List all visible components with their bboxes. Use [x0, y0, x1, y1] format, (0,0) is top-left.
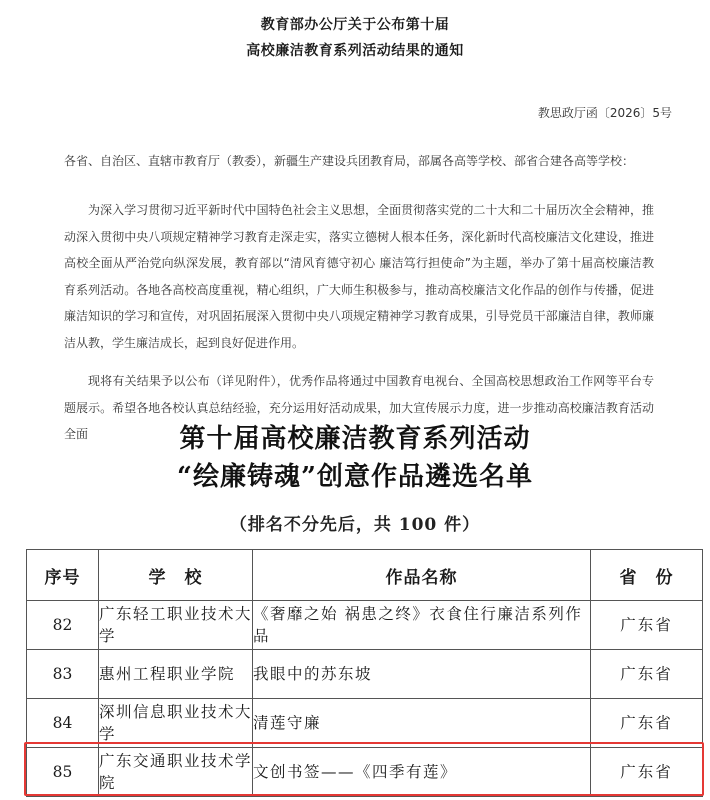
list-title-line1: 第十届高校廉洁教育系列活动: [179, 424, 531, 454]
award-table-container: [26, 549, 702, 797]
header-school: 学 校: [99, 550, 253, 601]
row-work-title: 清莲守廉: [253, 699, 591, 748]
row-province: 广东省: [591, 748, 703, 797]
row-province: 广东省: [591, 699, 703, 748]
notice-title-line1: 教育部办公厅关于公布第十届: [260, 17, 450, 33]
row-school: 广东交通职业技术学院: [99, 748, 253, 797]
row-number: 82: [27, 601, 99, 650]
row-school: 惠州工程职业学院: [99, 650, 253, 699]
header-province: 省 份: [591, 550, 703, 601]
header-number: 序号: [27, 550, 99, 601]
row-number: 85: [27, 748, 99, 797]
award-table: [26, 549, 703, 797]
document-number: 教思政厅函〔2026〕5号: [537, 106, 672, 120]
row-school: 深圳信息职业技术大学: [99, 699, 253, 748]
row-work-title: 文创书签——《四季有莲》: [253, 748, 591, 797]
table-row: [27, 650, 703, 699]
row-work-title: 《奢靡之始 祸患之终》衣食住行廉洁系列作品: [253, 601, 591, 650]
table-row: [27, 601, 703, 650]
header-work-title: 作品名称: [253, 550, 591, 601]
notice-paragraph-2: 现将有关结果予以公布（详见附件），优秀作品将通过中国教育电视台、全国高校思想政治工作网等平台专题展示。希望各地各校认真总结经验，充分运用好活动成果，加大宣传展示力度，进一步推动高校廉洁教育活动全面: [64, 374, 654, 441]
table-row-highlighted: [27, 748, 703, 797]
list-subtitle: （排名不分先后，共 100 件）: [229, 515, 481, 535]
row-number: 84: [27, 699, 99, 748]
table-row: [27, 699, 703, 748]
recipients-line: 各省、自治区、直辖市教育厅（教委），新疆生产建设兵团教育局，部属各高等学校、部省合建各高等学校：: [64, 154, 635, 168]
notice-title-line2: 高校廉洁教育系列活动结果的通知: [246, 43, 464, 59]
list-title-line2: “绘廉铸魂”创意作品遴选名单: [177, 462, 533, 492]
row-work-title: 我眼中的苏东坡: [253, 650, 591, 699]
notice-paragraph-1: 为深入学习贯彻习近平新时代中国特色社会主义思想，全面贯彻落实党的二十大和二十届历次全会精神，推动深入贯彻中央八项规定精神学习教育走深走实，落实立德树人根本任务，深化新时代高校廉洁文化建设，推进高校全面从严治党向纵深发展，教育部以“清风育德守初心 廉洁笃行担使命”为主题，举办了第十届高校廉洁教育系列活动。各地各高校高度重视，精心组织，广大师生积极参与，推动高校廉洁文化作品的创作与传播，促进廉洁知识的学习和宣传，对巩固拓展深入贯彻中央八项规定精神学习教育成果，引导党员干部廉洁自律，教师廉洁从教，学生廉洁成长，起到良好促进作用。: [64, 203, 654, 350]
table-header-row: [27, 550, 703, 601]
row-province: 广东省: [591, 601, 703, 650]
row-number: 83: [27, 650, 99, 699]
row-school: 广东轻工职业技术大学: [99, 601, 253, 650]
row-province: 广东省: [591, 650, 703, 699]
